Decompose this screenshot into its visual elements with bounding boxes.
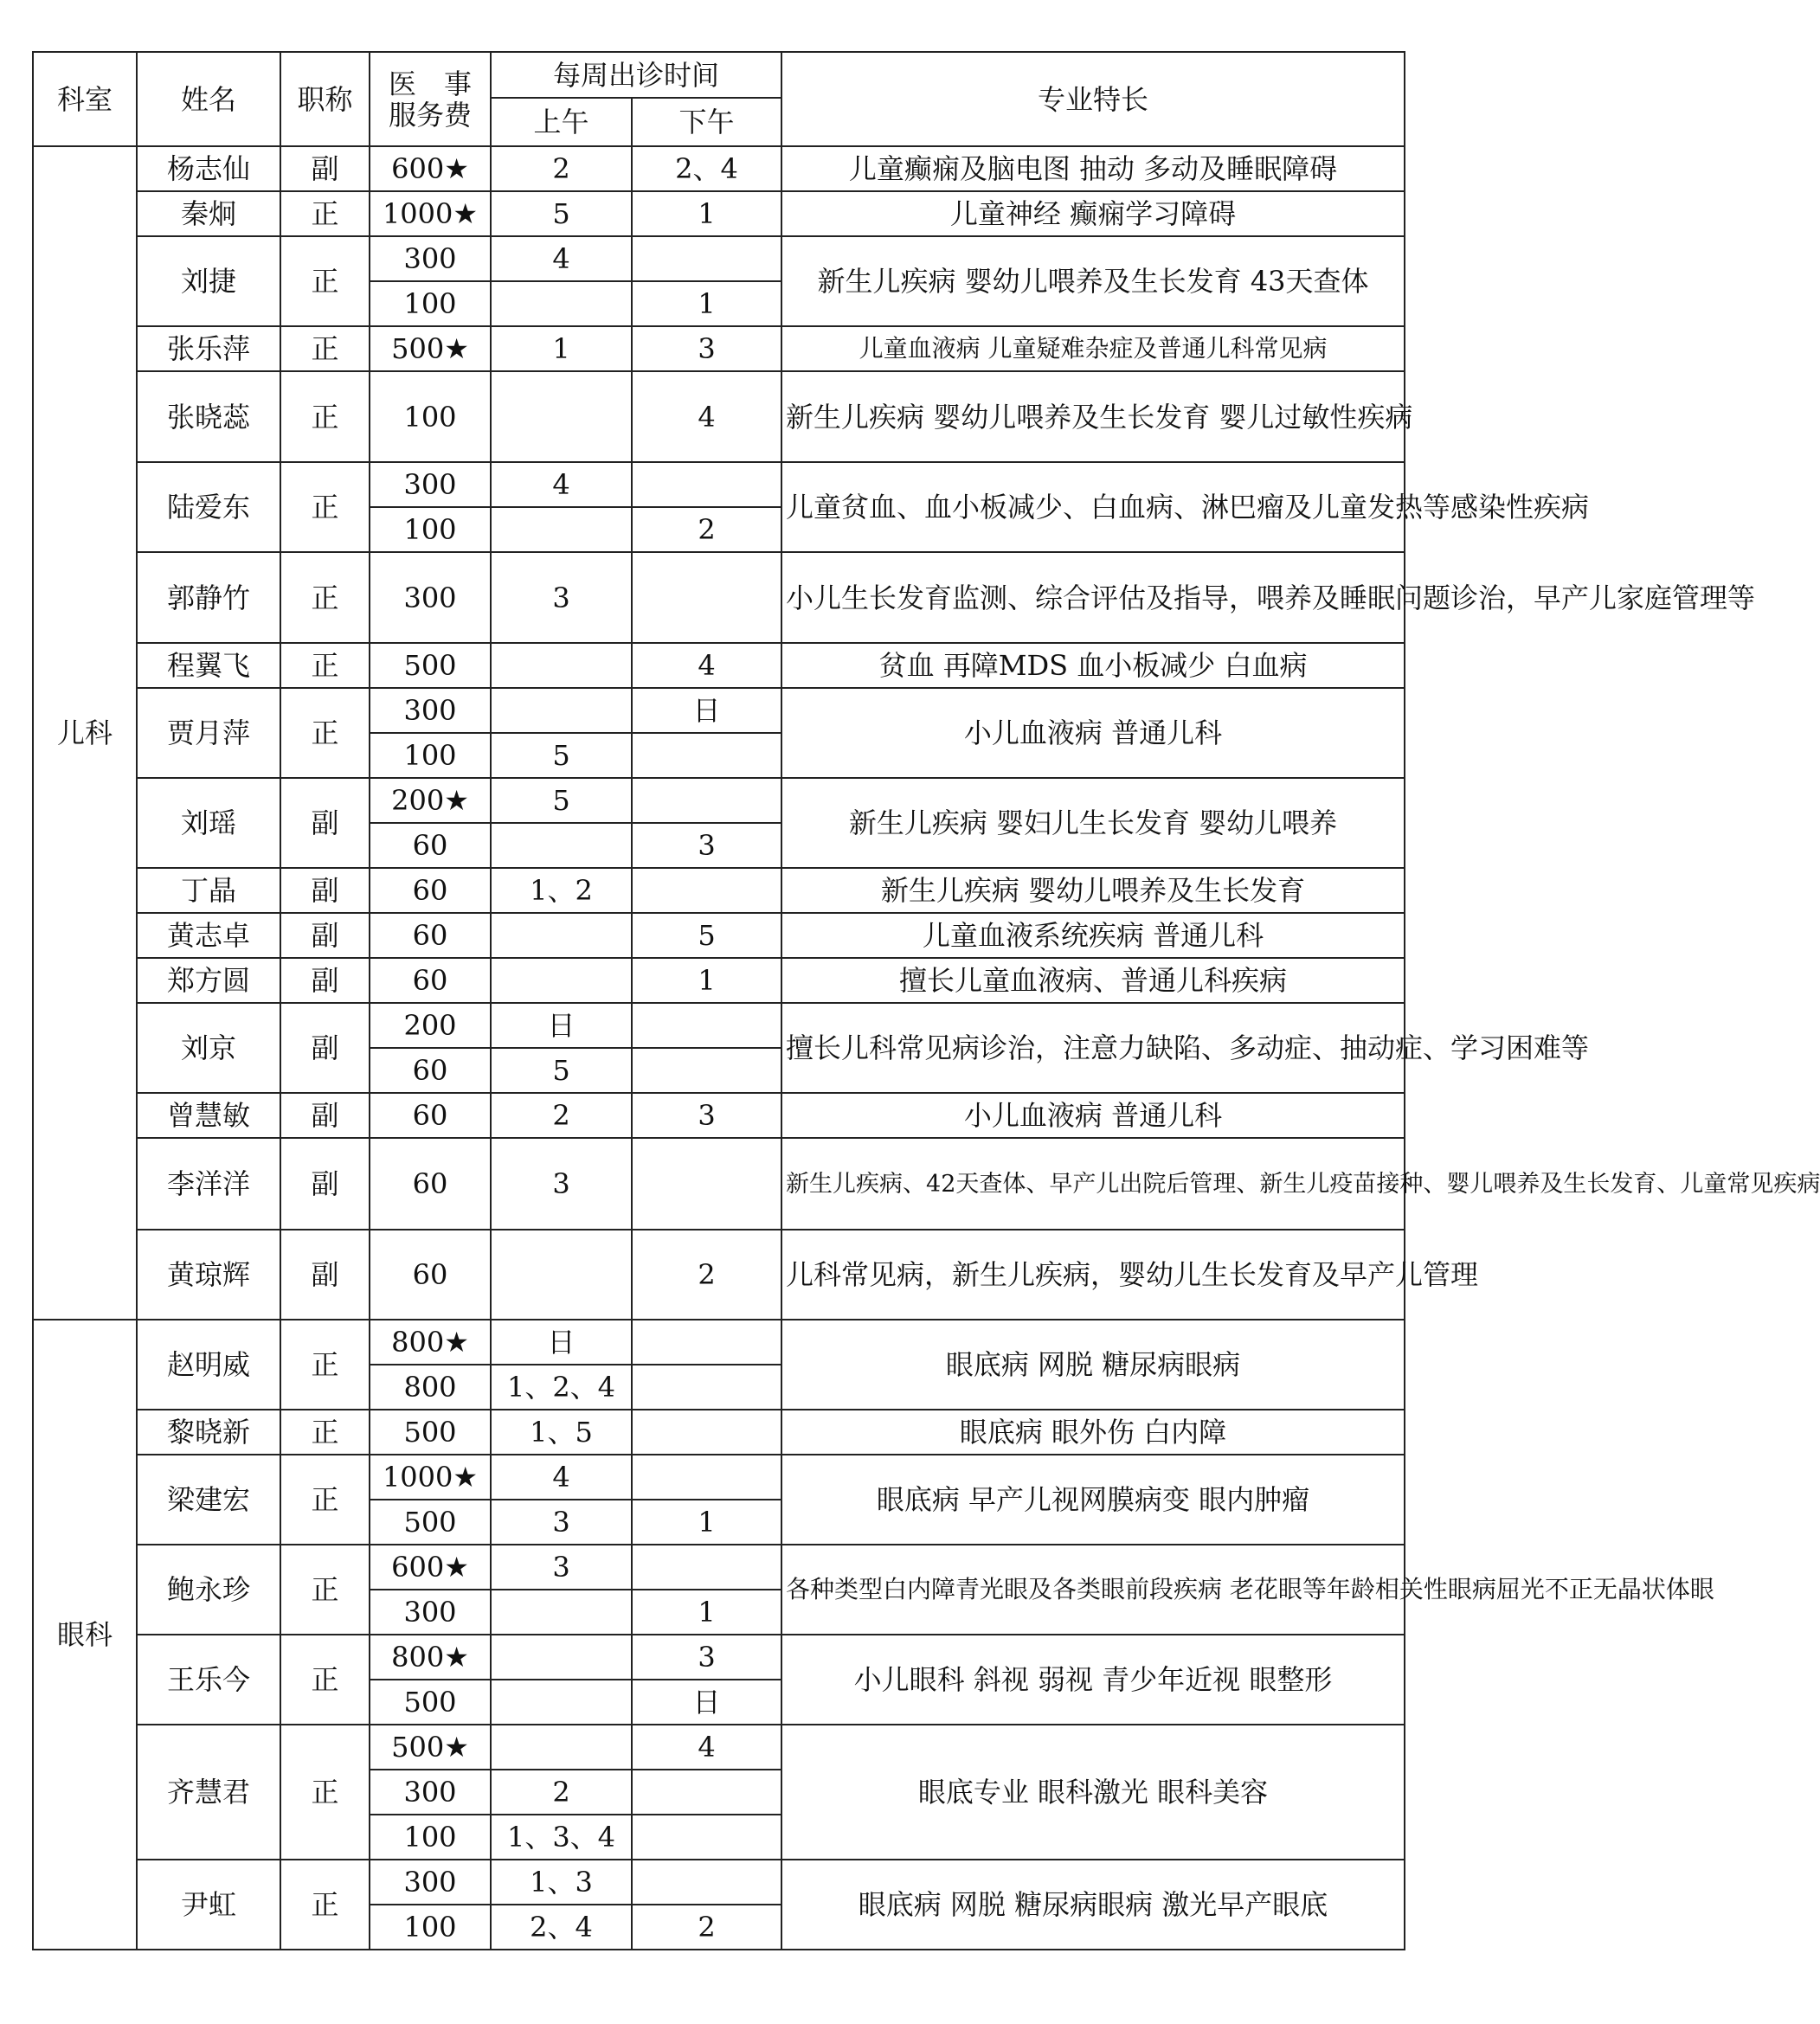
am-cell: 4 xyxy=(491,1455,632,1500)
table-row xyxy=(33,958,1405,1003)
doctor-name: 刘瑶 xyxy=(137,778,280,868)
am-cell: 1、5 xyxy=(491,1410,632,1455)
am-cell xyxy=(491,371,632,462)
specialty-cell: 儿童血液病 儿童疑难杂症及普通儿科常见病 xyxy=(781,326,1405,371)
specialty-cell: 儿童癫痫及脑电图 抽动 多动及睡眠障碍 xyxy=(781,146,1405,191)
am-cell xyxy=(491,1230,632,1320)
specialty-cell: 贫血 再障MDS 血小板减少 白血病 xyxy=(781,643,1405,688)
doctor-title: 正 xyxy=(280,1455,370,1545)
am-cell: 1、2 xyxy=(491,868,632,913)
am-cell xyxy=(491,1680,632,1725)
pm-cell xyxy=(632,462,781,507)
fee-cell: 800★ xyxy=(370,1320,491,1365)
doctor-title: 正 xyxy=(280,688,370,778)
pm-cell xyxy=(632,1048,781,1093)
doctor-name: 郭静竹 xyxy=(137,552,280,643)
specialty-cell: 新生儿疾病 婴幼儿喂养及生长发育 43天查体 xyxy=(781,236,1405,326)
pm-cell: 日 xyxy=(632,1680,781,1725)
am-cell: 1 xyxy=(491,326,632,371)
fee-cell: 800 xyxy=(370,1365,491,1410)
doctor-title: 副 xyxy=(280,1093,370,1138)
pm-cell: 3 xyxy=(632,326,781,371)
table-row xyxy=(33,146,1405,191)
am-cell: 1、3 xyxy=(491,1860,632,1905)
table-row xyxy=(33,1725,1405,1770)
specialty-cell: 儿童神经 癫痫学习障碍 xyxy=(781,191,1405,236)
doctor-name: 刘京 xyxy=(137,1003,280,1093)
doctor-title: 正 xyxy=(280,1860,370,1950)
am-cell: 1、3、4 xyxy=(491,1815,632,1860)
doctor-title: 正 xyxy=(280,371,370,462)
am-cell: 3 xyxy=(491,552,632,643)
fee-cell: 300 xyxy=(370,1590,491,1635)
am-cell: 3 xyxy=(491,1545,632,1590)
doctor-title: 副 xyxy=(280,778,370,868)
doctor-name: 王乐今 xyxy=(137,1635,280,1725)
specialty-cell: 眼底专业 眼科激光 眼科美容 xyxy=(781,1725,1405,1860)
pm-cell xyxy=(632,1410,781,1455)
pm-cell: 1 xyxy=(632,958,781,1003)
doctor-name: 黄志卓 xyxy=(137,913,280,958)
fee-cell: 500★ xyxy=(370,326,491,371)
fee-cell: 300 xyxy=(370,552,491,643)
fee-cell: 100 xyxy=(370,1815,491,1860)
table-row xyxy=(33,326,1405,371)
specialty-cell: 眼底病 眼外伤 白内障 xyxy=(781,1410,1405,1455)
doctor-title: 副 xyxy=(280,146,370,191)
pm-cell: 4 xyxy=(632,371,781,462)
table-row xyxy=(33,868,1405,913)
table-row xyxy=(33,1003,1405,1048)
table-row xyxy=(33,1138,1405,1230)
fee-cell: 500 xyxy=(370,1410,491,1455)
pm-cell xyxy=(632,778,781,823)
fee-cell: 60 xyxy=(370,868,491,913)
header-name: 姓名 xyxy=(137,52,280,146)
am-cell xyxy=(491,823,632,868)
pm-cell xyxy=(632,1320,781,1365)
doctor-title: 正 xyxy=(280,1545,370,1635)
header-specialty: 专业特长 xyxy=(781,52,1405,146)
pm-cell: 2、4 xyxy=(632,146,781,191)
dept-cell: 儿科 xyxy=(33,146,137,1320)
doctor-title: 正 xyxy=(280,462,370,552)
specialty-cell: 儿科常见病，新生儿疾病，婴幼儿生长发育及早产儿管理 xyxy=(781,1230,1405,1320)
pm-cell xyxy=(632,1003,781,1048)
am-cell xyxy=(491,507,632,552)
am-cell xyxy=(491,281,632,326)
fee-cell: 100 xyxy=(370,733,491,778)
fee-cell: 500 xyxy=(370,643,491,688)
fee-cell: 300 xyxy=(370,462,491,507)
table-row xyxy=(33,462,1405,507)
doctor-title: 副 xyxy=(280,913,370,958)
pm-cell xyxy=(632,1815,781,1860)
doctor-title: 正 xyxy=(280,643,370,688)
doctor-name: 陆爱东 xyxy=(137,462,280,552)
fee-cell: 500 xyxy=(370,1500,491,1545)
doctor-name: 程翼飞 xyxy=(137,643,280,688)
fee-cell: 300 xyxy=(370,688,491,733)
doctor-title: 正 xyxy=(280,1410,370,1455)
fee-cell: 800★ xyxy=(370,1635,491,1680)
am-cell: 1、2、4 xyxy=(491,1365,632,1410)
pm-cell: 2 xyxy=(632,1230,781,1320)
specialty-cell: 儿童血液系统疾病 普通儿科 xyxy=(781,913,1405,958)
pm-cell: 日 xyxy=(632,688,781,733)
table-row xyxy=(33,552,1405,643)
doctor-name: 贾月萍 xyxy=(137,688,280,778)
header-title: 职称 xyxy=(280,52,370,146)
doctor-title: 副 xyxy=(280,1003,370,1093)
doctor-title: 副 xyxy=(280,1138,370,1230)
fee-cell: 100 xyxy=(370,281,491,326)
am-cell: 2 xyxy=(491,146,632,191)
specialty-cell: 小儿眼科 斜视 弱视 青少年近视 眼整形 xyxy=(781,1635,1405,1725)
doctor-title: 正 xyxy=(280,1725,370,1860)
am-cell: 5 xyxy=(491,733,632,778)
dept-cell: 眼科 xyxy=(33,1320,137,1950)
fee-cell: 600★ xyxy=(370,1545,491,1590)
header-fee-line2: 服务费 xyxy=(388,98,472,132)
doctor-title: 正 xyxy=(280,236,370,326)
fee-cell: 1000★ xyxy=(370,191,491,236)
schedule-body xyxy=(33,52,1820,1950)
am-cell xyxy=(491,1725,632,1770)
am-cell: 2 xyxy=(491,1093,632,1138)
table-row xyxy=(33,371,1405,462)
fee-cell: 100 xyxy=(370,371,491,462)
doctor-name: 黎晓新 xyxy=(137,1410,280,1455)
doctor-name: 鲍永珍 xyxy=(137,1545,280,1635)
doctor-title: 正 xyxy=(280,1635,370,1725)
pm-cell xyxy=(632,552,781,643)
am-cell: 日 xyxy=(491,1320,632,1365)
specialty-cell: 新生儿疾病 婴妇儿生长发育 婴幼儿喂养 xyxy=(781,778,1405,868)
doctor-name: 黄琼辉 xyxy=(137,1230,280,1320)
table-row xyxy=(33,1545,1405,1590)
am-cell: 2、4 xyxy=(491,1905,632,1950)
pm-cell xyxy=(632,1545,781,1590)
am-cell xyxy=(491,688,632,733)
specialty-cell: 眼底病 网脱 糖尿病眼病 xyxy=(781,1320,1405,1410)
fee-cell: 1000★ xyxy=(370,1455,491,1500)
fee-cell: 60 xyxy=(370,913,491,958)
header-weekly: 每周出诊时间 xyxy=(491,52,781,98)
table-row xyxy=(33,1635,1405,1680)
table-row xyxy=(33,1230,1405,1320)
specialty-cell: 擅长儿童血液病、普通儿科疾病 xyxy=(781,958,1405,1003)
doctor-name: 齐慧君 xyxy=(137,1725,280,1860)
header-row xyxy=(33,52,1405,98)
specialty-cell: 各种类型白内障青光眼及各类眼前段疾病 老花眼等年龄相关性眼病屈光不正无晶状体眼 xyxy=(781,1545,1405,1635)
doctor-title: 副 xyxy=(280,1230,370,1320)
doctor-title: 正 xyxy=(280,191,370,236)
specialty-cell: 小儿血液病 普通儿科 xyxy=(781,688,1405,778)
fee-cell: 300 xyxy=(370,1770,491,1815)
header-pm: 下午 xyxy=(632,98,781,146)
am-cell xyxy=(491,913,632,958)
doctor-title: 正 xyxy=(280,326,370,371)
pm-cell: 3 xyxy=(632,823,781,868)
specialty-cell: 擅长儿科常见病诊治，注意力缺陷、多动症、抽动症、学习困难等 xyxy=(781,1003,1405,1093)
am-cell xyxy=(491,958,632,1003)
fee-cell: 60 xyxy=(370,958,491,1003)
pm-cell xyxy=(632,236,781,281)
table-row xyxy=(33,688,1405,733)
doctor-title: 副 xyxy=(280,868,370,913)
doctor-name: 刘捷 xyxy=(137,236,280,326)
table-row xyxy=(33,1410,1405,1455)
specialty-cell: 小儿血液病 普通儿科 xyxy=(781,1093,1405,1138)
header-dept: 科室 xyxy=(33,52,137,146)
am-cell: 3 xyxy=(491,1138,632,1230)
pm-cell: 2 xyxy=(632,507,781,552)
header-fee xyxy=(370,52,491,146)
fee-cell: 100 xyxy=(370,1905,491,1950)
specialty-cell: 新生儿疾病 婴幼儿喂养及生长发育 婴儿过敏性疾病 xyxy=(781,371,1405,462)
am-cell: 2 xyxy=(491,1770,632,1815)
fee-cell: 500★ xyxy=(370,1725,491,1770)
doctor-name: 尹虹 xyxy=(137,1860,280,1950)
pm-cell xyxy=(632,1770,781,1815)
fee-cell: 100 xyxy=(370,507,491,552)
fee-cell: 60 xyxy=(370,1138,491,1230)
doctor-title: 副 xyxy=(280,958,370,1003)
pm-cell xyxy=(632,1455,781,1500)
am-cell: 5 xyxy=(491,778,632,823)
table-row xyxy=(33,191,1405,236)
fee-cell: 60 xyxy=(370,1093,491,1138)
pm-cell: 1 xyxy=(632,1590,781,1635)
fee-cell: 200★ xyxy=(370,778,491,823)
doctor-name: 李洋洋 xyxy=(137,1138,280,1230)
doctor-name: 郑方圆 xyxy=(137,958,280,1003)
table-row xyxy=(33,1860,1405,1905)
am-cell xyxy=(491,643,632,688)
pm-cell xyxy=(632,1860,781,1905)
specialty-cell: 儿童贫血、血小板减少、白血病、淋巴瘤及儿童发热等感染性疾病 xyxy=(781,462,1405,552)
pm-cell xyxy=(632,733,781,778)
pm-cell: 3 xyxy=(632,1093,781,1138)
pm-cell xyxy=(632,1365,781,1410)
doctor-name: 杨志仙 xyxy=(137,146,280,191)
header-fee-line1: 医 事 xyxy=(388,67,472,100)
fee-cell: 60 xyxy=(370,1048,491,1093)
table-row xyxy=(33,1455,1405,1500)
doctor-name: 秦炯 xyxy=(137,191,280,236)
pm-cell: 1 xyxy=(632,1500,781,1545)
am-cell: 3 xyxy=(491,1500,632,1545)
table-row xyxy=(33,1093,1405,1138)
doctor-name: 曾慧敏 xyxy=(137,1093,280,1138)
am-cell: 5 xyxy=(491,191,632,236)
fee-cell: 60 xyxy=(370,1230,491,1320)
doctor-name: 梁建宏 xyxy=(137,1455,280,1545)
specialty-cell: 新生儿疾病 婴幼儿喂养及生长发育 xyxy=(781,868,1405,913)
doctor-name: 丁晶 xyxy=(137,868,280,913)
doctor-name: 赵明威 xyxy=(137,1320,280,1410)
doctor-title: 正 xyxy=(280,1320,370,1410)
table-row xyxy=(33,1320,1405,1365)
pm-cell: 3 xyxy=(632,1635,781,1680)
fee-cell: 60 xyxy=(370,823,491,868)
pm-cell xyxy=(632,1138,781,1230)
pm-cell: 4 xyxy=(632,1725,781,1770)
fee-cell: 600★ xyxy=(370,146,491,191)
am-cell: 日 xyxy=(491,1003,632,1048)
pm-cell: 1 xyxy=(632,191,781,236)
schedule-table xyxy=(32,51,1820,1950)
table-row xyxy=(33,643,1405,688)
doctor-title: 正 xyxy=(280,552,370,643)
pm-cell: 1 xyxy=(632,281,781,326)
fee-cell: 200 xyxy=(370,1003,491,1048)
am-cell xyxy=(491,1590,632,1635)
specialty-cell: 新生儿疾病、42天查体、早产儿出院后管理、新生儿疫苗接种、婴儿喂养及生长发育、儿童常见疾病 xyxy=(781,1138,1405,1230)
specialty-cell: 眼底病 早产儿视网膜病变 眼内肿瘤 xyxy=(781,1455,1405,1545)
doctor-name: 张乐萍 xyxy=(137,326,280,371)
specialty-cell: 小儿生长发育监测、综合评估及指导，喂养及睡眠问题诊治，早产儿家庭管理等 xyxy=(781,552,1405,643)
fee-cell: 500 xyxy=(370,1680,491,1725)
specialty-cell: 眼底病 网脱 糖尿病眼病 激光早产眼底 xyxy=(781,1860,1405,1950)
pm-cell: 4 xyxy=(632,643,781,688)
fee-cell: 300 xyxy=(370,1860,491,1905)
am-cell: 5 xyxy=(491,1048,632,1093)
doctor-name: 张晓蕊 xyxy=(137,371,280,462)
fee-cell: 300 xyxy=(370,236,491,281)
am-cell: 4 xyxy=(491,236,632,281)
table-row xyxy=(33,913,1405,958)
pm-cell: 5 xyxy=(632,913,781,958)
pm-cell xyxy=(632,868,781,913)
table-row xyxy=(33,236,1405,281)
header-am: 上午 xyxy=(491,98,632,146)
am-cell xyxy=(491,1635,632,1680)
pm-cell: 2 xyxy=(632,1905,781,1950)
table-row xyxy=(33,778,1405,823)
am-cell: 4 xyxy=(491,462,632,507)
